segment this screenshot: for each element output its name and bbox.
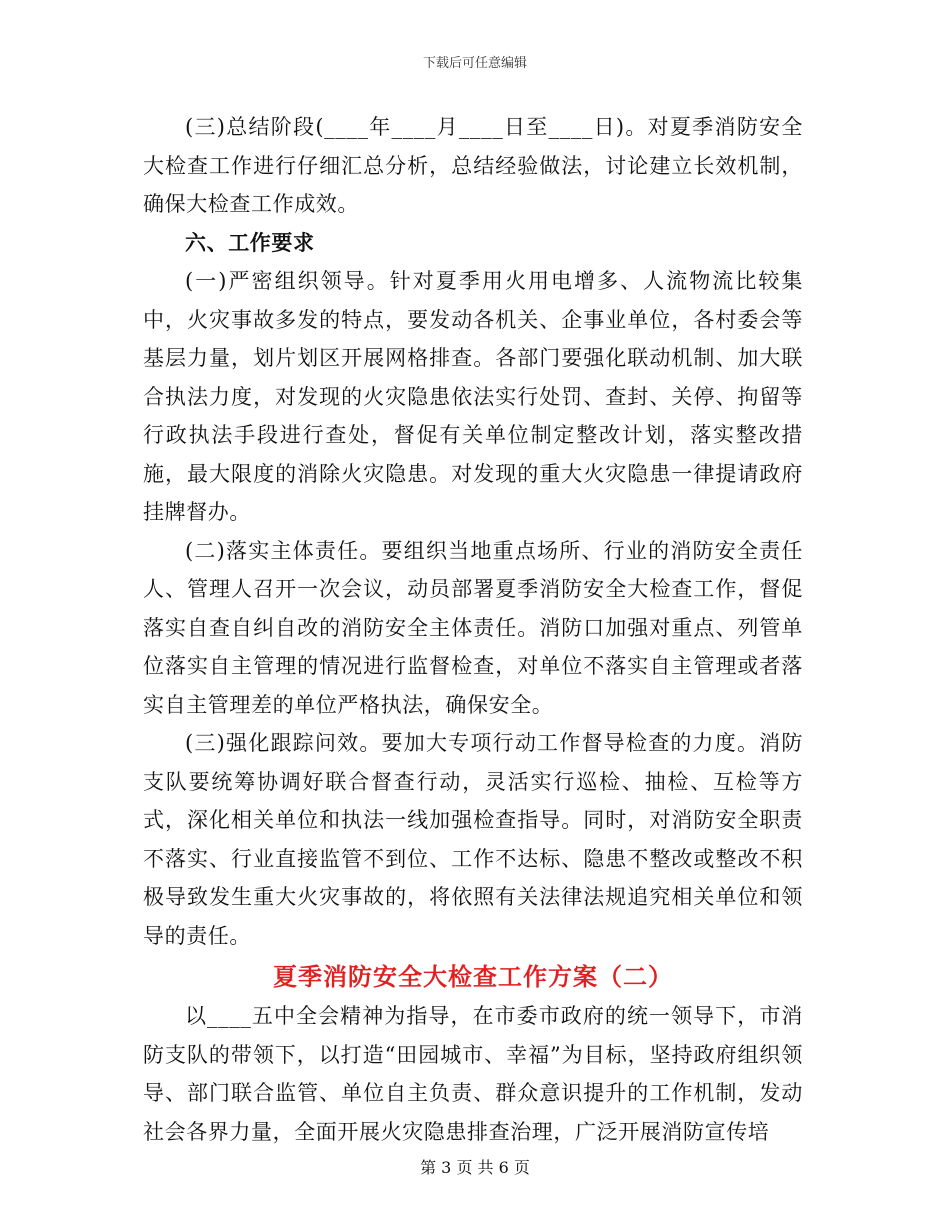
paragraph-guiding-principle: 以____五中全会精神为指导，在市委市政府的统一领导下，市消防支队的带领下，以打造“田园城市、幸福”为目标，坚持政府组织领导、部门联合监管、单位自主负责、群众意识提升的工作机制，发动社会各界力量，全面开展火灾隐患排查治理，广泛开展消防宣传培 (143, 1004, 803, 1144)
document-body (143, 108, 803, 1151)
paragraph-summary-stage: (三)总结阶段(____年____月____日至____日)。对夏季消防安全大检查工作进行仔细汇总分析，总结经验做法，讨论建立长效机制，确保大检查工作成效。 (143, 115, 803, 216)
paragraph-main-responsibility: (二)落实主体责任。要组织当地重点场所、行业的消防安全责任人、管理人召开一次会议，动员部署夏季消防安全大检查工作，督促落实自查自纠自改的消防安全主体责任。消防口加强对重点、列管单位落实自主管理的情况进行监督检查，对单位不落实自主管理或者落实自主管理差的单位严格执法，确保安全。 (143, 538, 803, 717)
page-number-footer: 第 3 页 共 6 页 (420, 1158, 530, 1177)
paragraph-tracking-accountability: (三)强化跟踪问效。要加大专项行动工作督导检查的力度。消防支队要统筹协调好联合督查行动，灵活实行巡检、抽检、互检等方式，深化相关单位和执法一线加强检查指导。同时，对消防安全职责不落实、行业直接监管不到位、工作不达标、隐患不整改或整改不积极导致发生重大火灾事故的，将依照有关法律法规追究相关单位和领导的责任。 (143, 731, 803, 948)
page-header-note: 下载后可任意编辑 (422, 56, 527, 71)
paragraph-strict-leadership: (一)严密组织领导。针对夏季用火用电增多、人流物流比较集中，火灾事故多发的特点，要发动各机关、企事业单位，各村委会等基层力量，划片划区开展网格排查。各部门要强化联动机制、加大联合执法力度，对发现的火灾隐患依法实行处罚、查封、关停、拘留等行政执法手段进行查处，督促有关单位制定整改计划，落实整改措施，最大限度的消除火灾隐患。对发现的重大火灾隐患一律提请政府挂牌督办。 (143, 269, 803, 524)
document-title-part-two: 夏季消防安全大检查工作方案（二） (273, 963, 673, 991)
section-heading-work-requirements: 六、工作要求 (185, 230, 315, 255)
